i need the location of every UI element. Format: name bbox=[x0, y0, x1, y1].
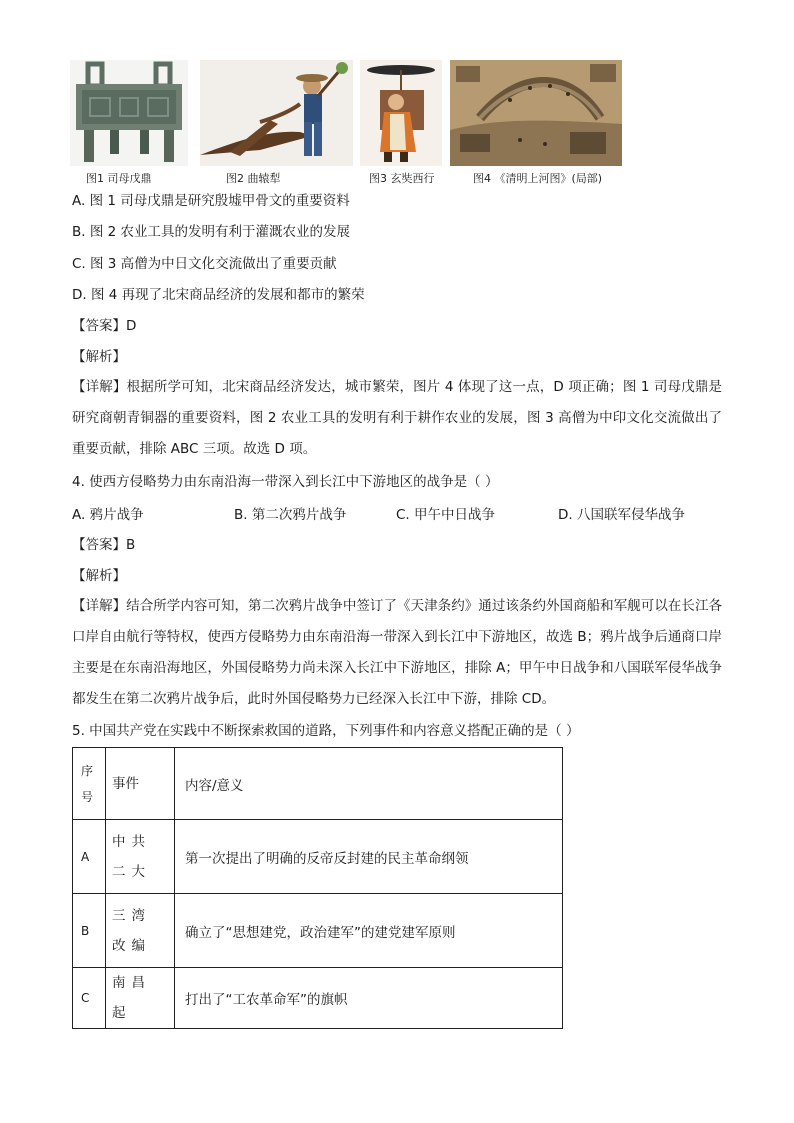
figure-caption: 图1 司母戊鼎 bbox=[86, 172, 152, 185]
q3-analysis-label: 【解析】 bbox=[72, 349, 126, 365]
table-row bbox=[73, 820, 563, 894]
qingming-painting-image bbox=[450, 60, 622, 166]
q3-detail bbox=[72, 372, 722, 465]
q5-table bbox=[72, 747, 563, 1029]
answer-label: 【答案】 bbox=[72, 318, 126, 334]
figure-caption: 图3 玄奘西行 bbox=[369, 172, 435, 185]
header-event: 事件 bbox=[106, 748, 175, 820]
q4-options bbox=[72, 503, 732, 523]
row-no: A bbox=[73, 820, 106, 894]
q4-detail bbox=[72, 591, 722, 715]
figure-caption: 图2 曲辕犁 bbox=[226, 172, 281, 185]
q4-option-c: C. 甲午中日战争 bbox=[396, 507, 496, 523]
detail-text: 结合所学内容可知，第二次鸦片战争中签订了《天津条约》通过该条约外国商船和军舰可以在长江各口岸自由航行等特权，使西方侵略势力由东南沿海一带深入到长江中下游地区，故选 B；鸦片战争后通商口岸主要是在东南沿海地区，外国侵略势力尚未深入长江中下游地区，排除 A；甲午中日战争和八国联军侵华战争都发生在第二次鸦片战争后，此时外国侵略势力已经深入长江中下游，排除 CD。 bbox=[72, 598, 723, 707]
table-header-row bbox=[73, 748, 563, 820]
row-content: 打出了“工农革命军”的旗帜 bbox=[175, 968, 563, 1029]
row-event: 中共二大 bbox=[106, 820, 175, 894]
q4-option-d: D. 八国联军侵华战争 bbox=[558, 507, 685, 523]
table-row bbox=[73, 968, 563, 1029]
q4-stem: 4. 使西方侵略势力由东南沿海一带深入到长江中下游地区的战争是（ ） bbox=[72, 474, 499, 490]
q4-answer bbox=[72, 535, 135, 555]
q4-option-a: A. 鸦片战争 bbox=[72, 507, 144, 523]
figure-caption: 图4 《清明上河图》(局部) bbox=[473, 172, 603, 185]
header-no: 序号 bbox=[73, 748, 106, 820]
q4-analysis-label: 【解析】 bbox=[72, 568, 126, 584]
header-content: 内容/意义 bbox=[175, 748, 563, 820]
row-content: 第一次提出了明确的反帝反封建的民主革命纲领 bbox=[175, 820, 563, 894]
row-no: B bbox=[73, 894, 106, 968]
q3-option-a: A. 图 1 司母戊鼎是研究殷墟甲骨文的重要资料 bbox=[72, 193, 350, 209]
q3-answer bbox=[72, 316, 136, 336]
figure-row bbox=[70, 60, 630, 185]
q3-option-b: B. 图 2 农业工具的发明有利于灌溉农业的发展 bbox=[72, 224, 351, 240]
detail-label: 【详解】 bbox=[72, 598, 127, 614]
row-event: 南昌起 bbox=[106, 968, 175, 1029]
q4-option-b: B. 第二次鸦片战争 bbox=[234, 507, 347, 523]
q3-option-c: C. 图 3 高僧为中日文化交流做出了重要贡献 bbox=[72, 256, 337, 272]
detail-label: 【详解】 bbox=[72, 379, 127, 395]
q3-option-d: D. 图 4 再现了北宋商品经济的发展和都市的繁荣 bbox=[72, 287, 365, 303]
answer-label: 【答案】 bbox=[72, 537, 126, 553]
bronze-ding-image bbox=[70, 60, 188, 166]
row-content: 确立了“思想建党，政治建军”的建党建军原则 bbox=[175, 894, 563, 968]
detail-text: 根据所学可知，北宋商品经济发达，城市繁荣，图片 4 体现了这一点，D 项正确；图 1 司母戊鼎是研究商朝青铜器的重要资料，图 2 农业工具的发明有利于耕作农业的发展，图 3 高僧为中印文化交流做出了重要贡献，排除 ABC 三项。故选 D 项。 bbox=[72, 379, 723, 457]
row-event: 三湾改编 bbox=[106, 894, 175, 968]
answer-value: D bbox=[126, 318, 137, 334]
q5-stem: 5. 中国共产党在实践中不断探索救国的道路，下列事件和内容意义搭配正确的是（ ） bbox=[72, 723, 580, 739]
table-row bbox=[73, 894, 563, 968]
answer-value: B bbox=[126, 537, 136, 553]
row-no: C bbox=[73, 968, 106, 1029]
xuanzang-monk-image bbox=[360, 60, 442, 166]
plough-farmer-image bbox=[200, 60, 353, 166]
